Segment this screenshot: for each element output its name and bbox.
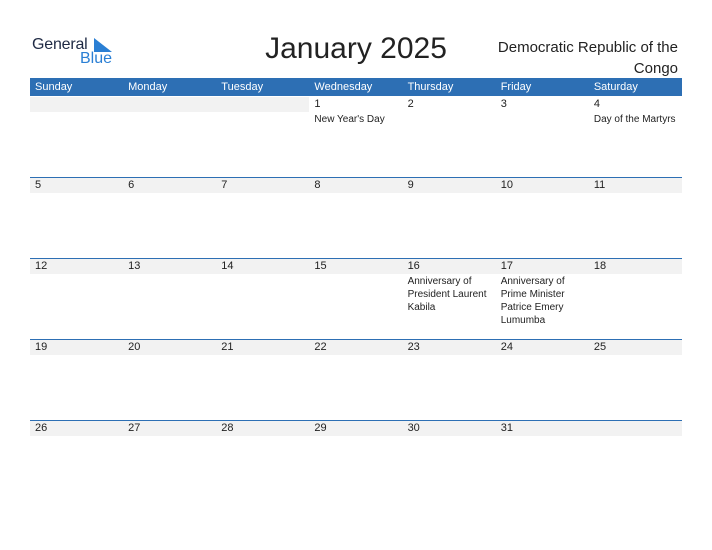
date-cell: 20 [128,341,141,353]
event-text: Anniversary of Prime Minister Patrice Emery Lumumba [500,276,565,326]
week-row-2 [30,178,682,194]
event-text [123,436,216,437]
weekday-tuesday: Tuesday [221,81,264,93]
event-text [30,112,123,126]
event-text: Anniversary of President Laurent Kabila [407,276,487,313]
event-text [30,274,123,327]
date-cell: 23 [407,341,420,353]
weekday-header [30,78,682,96]
date-cell: 2 [407,98,414,110]
event-text [309,193,402,194]
event-text [309,436,402,437]
date-cell: 6 [128,179,135,191]
event-text [216,355,309,356]
page-title: January 2025 [265,32,447,65]
date-cell [30,97,123,112]
date-cell: 3 [500,98,507,110]
date-cell: 25 [593,341,607,353]
event-text [216,436,309,437]
event-text [496,112,589,126]
logo-general-text: General [32,36,88,53]
country-name: Democratic Republic of the Congo [497,39,678,77]
event-text [589,355,682,356]
event-text [589,436,682,437]
event-text [216,193,309,194]
date-cell: 11 [593,179,606,191]
date-cell: 13 [128,260,141,272]
weekday-thursday: Thursday [407,81,454,93]
event-text [403,436,496,437]
date-cell: 14 [221,260,234,272]
event-text [309,274,402,327]
date-cell: 17 [500,260,513,272]
event-text [30,436,123,437]
date-cell: 15 [314,260,327,272]
date-cell: 1 [314,98,321,110]
event-text [403,193,496,194]
event-text [216,112,309,126]
event-text [403,355,496,356]
weekday-friday: Friday [500,81,532,93]
weekday-wednesday: Wednesday [314,81,373,93]
date-cell [216,97,309,112]
week-row-4 [30,340,682,356]
week-row-3 [30,259,682,327]
date-cell: 27 [128,422,141,434]
date-cell [589,421,682,436]
event-text [589,274,682,327]
event-text [30,193,123,194]
logo-blue-text: Blue [80,50,113,67]
weekday-sunday: Sunday [35,81,73,93]
date-cell: 22 [314,341,327,353]
date-cell: 29 [314,422,327,434]
weekday-monday: Monday [128,81,168,93]
date-cell: 21 [221,341,234,353]
event-text [496,436,589,437]
date-cell: 16 [407,260,420,272]
event-text [123,274,216,327]
date-cell: 10 [500,179,513,191]
date-cell: 12 [35,260,48,272]
date-cell: 31 [500,422,513,434]
event-text: New Year's Day [314,114,385,125]
date-cell: 28 [221,422,234,434]
event-text [123,355,216,356]
date-cell: 7 [221,179,228,191]
date-cell: 8 [314,179,321,191]
date-cell: 24 [500,341,513,353]
date-cell: 5 [35,179,42,191]
event-text [403,112,496,126]
date-cell: 9 [407,179,414,191]
event-text [30,355,123,356]
date-cell: 18 [593,260,607,272]
event-text [216,274,309,327]
weekday-saturday: Saturday [593,81,638,93]
date-cell: 4 [593,98,600,110]
date-cell: 26 [35,422,48,434]
date-cell [123,97,216,112]
event-text [123,193,216,194]
week-row-1 [30,97,682,126]
event-text [496,355,589,356]
event-text [309,355,402,356]
event-text: Day of the Martyrs [593,114,676,125]
event-text [123,112,216,126]
week-row-5 [30,421,682,437]
date-cell: 30 [407,422,420,434]
event-text [496,193,589,194]
date-cell: 19 [35,341,48,353]
event-text [589,193,682,194]
